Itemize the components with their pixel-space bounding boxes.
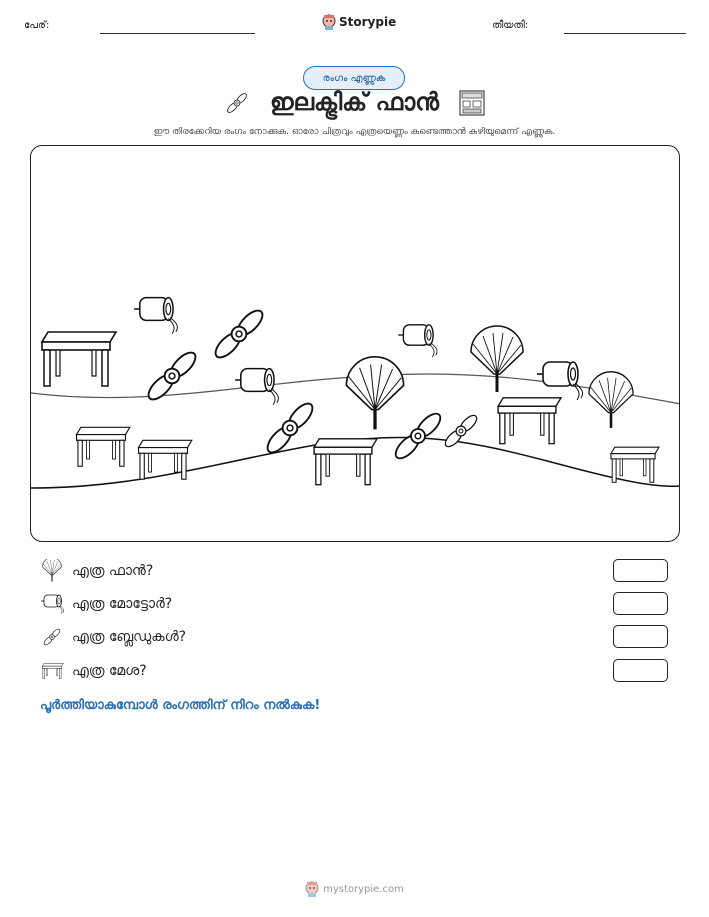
blade-2 <box>212 307 267 362</box>
hand-fan-3 <box>589 372 633 428</box>
page-title <box>0 88 709 118</box>
footer-url: mystorypie.com <box>323 883 404 895</box>
table-6 <box>611 447 659 482</box>
question-label: എത്ര ബ്ലേഡുകൾ? <box>72 629 187 645</box>
storypie-mascot-icon <box>305 881 319 897</box>
date-label: തീയതി: <box>492 20 529 31</box>
name-label: പേര്: <box>24 20 50 31</box>
hand-fan-1 <box>346 357 403 430</box>
table-5 <box>498 398 561 444</box>
table-2 <box>77 427 130 466</box>
date-field-line[interactable] <box>564 33 686 34</box>
question-fans <box>40 558 153 584</box>
motor-3 <box>398 325 437 357</box>
footer <box>0 881 709 897</box>
question-blades <box>40 624 186 650</box>
hand-fan-icon <box>40 559 64 583</box>
answer-box-motors[interactable] <box>613 592 668 615</box>
scene-illustration <box>31 146 680 542</box>
blade-4 <box>392 410 444 462</box>
blade-icon <box>40 625 64 649</box>
motor-icon <box>40 592 64 616</box>
question-label: എത്ര ഫാൻ? <box>72 563 154 579</box>
brand-name: Storypie <box>339 15 397 29</box>
blade-3 <box>263 400 316 457</box>
name-field-line[interactable] <box>100 33 255 34</box>
instructions: ഈ തിരക്കേറിയ രംഗം നോക്കുക. ഓരോ ചിത്രവും എത്രയെണ്ണം കണ്ടെത്താൻ കഴിയുമെന്ന് എണ്ണുക. <box>153 127 556 137</box>
answer-box-blades[interactable] <box>613 625 668 648</box>
question-label: എത്ര മേശ? <box>72 663 147 679</box>
hand-fan-2 <box>471 326 523 392</box>
brand-logo <box>322 14 396 30</box>
table-1 <box>42 332 116 386</box>
worksheet-header <box>0 14 709 38</box>
table-icon <box>40 659 64 683</box>
motor-1 <box>134 298 177 334</box>
answer-box-tables[interactable] <box>613 659 668 682</box>
activity-badge: രംഗം എണ്ണുക <box>303 66 405 90</box>
question-tables <box>40 658 147 684</box>
counting-scene <box>30 145 680 542</box>
motor-4 <box>537 362 583 400</box>
title-text: ഇലക്ട്രിക് ഫാൻ <box>269 88 439 116</box>
table-3 <box>139 440 192 479</box>
table-4 <box>314 439 377 485</box>
question-motors <box>40 591 172 617</box>
storypie-mascot-icon <box>322 14 336 30</box>
coloring-prompt: പൂർത്തിയാകുമ്പോൾ രംഗത്തിന് നിറം നൽകുക! <box>40 698 321 713</box>
answer-box-fans[interactable] <box>613 559 668 582</box>
electronics-store-icon <box>457 88 487 118</box>
blade-icon <box>222 88 252 118</box>
question-label: എത്ര മോട്ടോർ? <box>72 596 173 612</box>
motor-2 <box>235 369 278 405</box>
